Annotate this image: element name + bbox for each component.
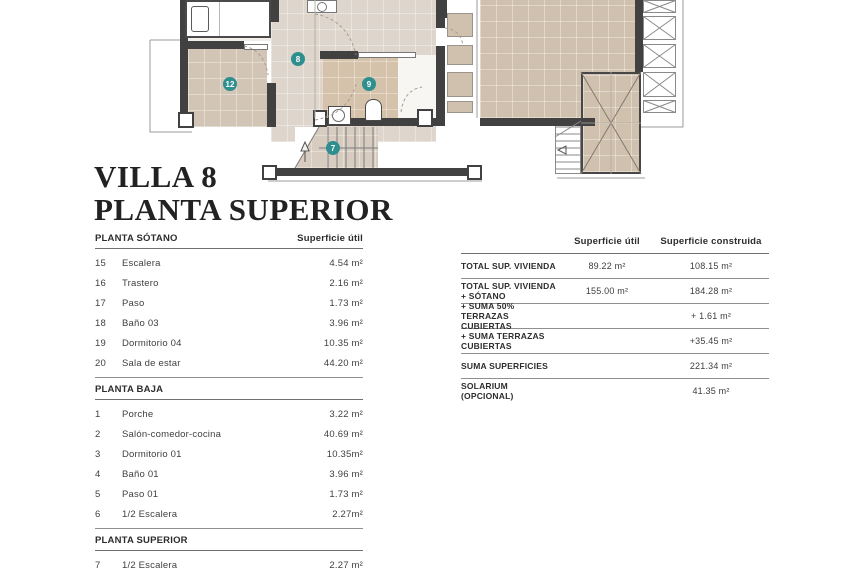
room-badge-7: 7 [326,141,340,155]
summary-header-row [461,233,769,254]
door-leaf [358,52,416,58]
summary-constructed-value: 184.28 m² [689,286,733,296]
wall [635,0,643,72]
column-header-util: Superficie útil [297,233,363,244]
room-number: 20 [95,357,106,369]
wall [439,0,447,18]
summary-header-spacer [461,236,561,247]
room-number: 6 [95,508,101,520]
wall [436,46,445,126]
summary-label: TOTAL SUP. VIVIENDA [461,261,556,271]
room-area-value: 3.96 m² [329,468,363,480]
room-number: 2 [95,428,101,440]
room-area-value: 4.54 m² [329,257,363,269]
room-number: 4 [95,468,101,480]
area-row [95,424,363,444]
page-title [94,161,393,226]
louvre-slat [447,13,473,37]
room-area-value: 1.73 m² [329,488,363,500]
areas-section [95,233,363,378]
room-badge-8: 8 [291,52,305,66]
summary-constructed-value: 221.34 m² [689,361,733,371]
area-row [95,273,363,293]
summary-util-value: 89.22 m² [588,261,626,271]
room-badge-12: 12 [223,77,237,91]
area-row [95,504,363,524]
room-number: 15 [95,257,106,269]
pillar [417,109,433,127]
room-area-value: 10.35m² [326,448,363,460]
summary-label: TOTAL SUP. VIVIENDA + SÓTANO [461,281,556,301]
section-header: PLANTA SUPERIOR [95,535,188,546]
louvre-slat [447,101,473,113]
room-area-value: 1.73 m² [329,297,363,309]
area-row [95,253,363,273]
summary-constructed-value: +35.45 m² [689,336,733,346]
room-number: 18 [95,317,106,329]
bed-line [219,2,220,36]
summary-util-value: 155.00 m² [585,286,629,296]
column-header-constructed: Superficie construida [660,236,762,247]
room-name: Sala de estar [122,357,181,369]
louvre-slat [447,45,473,65]
room-areas-table [95,233,363,572]
wall [320,51,358,59]
summary-constructed-value: 41.35 m² [692,386,730,396]
summary-label: SUMA SUPERFICIES [461,361,548,371]
area-row [95,484,363,504]
section-header: PLANTA BAJA [95,384,164,395]
room-name: 1/2 Escalera [122,559,178,571]
room-area-value: 10.35 m² [323,337,363,349]
summary-label: + SUMA TERRAZAS CUBIERTAS [461,331,545,351]
area-row [95,444,363,464]
summary-constructed-value: 108.15 m² [689,261,733,271]
room-number: 7 [95,559,101,571]
room-badge-9: 9 [362,77,376,91]
summary-row [461,379,769,403]
areas-section [95,535,363,572]
room-name: 1/2 Escalera [122,508,178,520]
bathroom-sink [328,106,351,125]
pergola-x-braces [644,1,676,113]
room-number: 16 [95,277,106,289]
room-area-value: 3.22 m² [329,408,363,420]
pillar [178,112,194,128]
summary-row [461,301,769,331]
room-name: Dormitorio 01 [122,448,182,460]
sink-bowl [317,2,327,12]
room-area-value: 2.27 m² [329,559,363,571]
summary-row [461,254,769,279]
room-name: Trastero [122,277,159,289]
toilet [365,99,382,121]
area-row [95,333,363,353]
area-row [95,404,363,424]
room-name: Porche [122,408,154,420]
section-rows [95,400,363,529]
column-header-util: Superficie útil [574,236,640,247]
pillow [191,6,209,32]
room-number: 19 [95,337,106,349]
room-name: Escalera [122,257,161,269]
room-name: Paso 01 [122,488,159,500]
room-number: 3 [95,448,101,460]
area-row [95,464,363,484]
summary-row [461,329,769,354]
room-name: Baño 03 [122,317,159,329]
room-area-value: 44.20 m² [323,357,363,369]
exterior-stairs [555,120,581,174]
area-row [95,313,363,333]
sink-top [307,0,337,13]
room-name: Salón-comedor-cocina [122,428,222,440]
area-row [95,293,363,313]
section-header-row [95,535,363,551]
area-row [95,353,363,373]
room-number: 1 [95,408,101,420]
room-name: Baño 01 [122,468,159,480]
summary-label: + SUMA 50% TERRAZAS CUBIERTAS [461,301,515,331]
door-leaf [244,44,268,50]
room-area-value: 2.16 m² [329,277,363,289]
section-header: PLANTA SÓTANO [95,233,178,244]
summary-label: SOLARIUM (OPCIONAL) [461,381,514,401]
title-line-2: PLANTA SUPERIOR [94,191,393,227]
room-name: Dormitorio 04 [122,337,182,349]
room-area-value: 3.96 m² [329,317,363,329]
sink-bowl [332,109,345,122]
floor-plan [145,0,690,186]
pillar [467,165,482,180]
title-line-1: VILLA 8 [94,159,218,194]
section-header-row [95,233,363,249]
wall [480,118,595,126]
room-area-value: 40.69 m² [323,428,363,440]
summary-row [461,354,769,379]
section-rows [95,249,363,378]
area-row [95,555,363,572]
room-number: 17 [95,297,106,309]
wall [271,0,279,22]
louvre-slat [447,72,473,97]
room-area-value: 2.27m² [332,508,363,520]
room-number: 5 [95,488,101,500]
summary-constructed-value: + 1.61 m² [690,311,732,321]
room-name: Paso [122,297,145,309]
wall [267,83,276,127]
section-rows [95,551,363,572]
section-header-row [95,384,363,400]
bed [185,0,271,38]
summary-table [461,233,769,403]
wall [180,41,244,49]
areas-section [95,384,363,529]
pillar [313,110,327,127]
